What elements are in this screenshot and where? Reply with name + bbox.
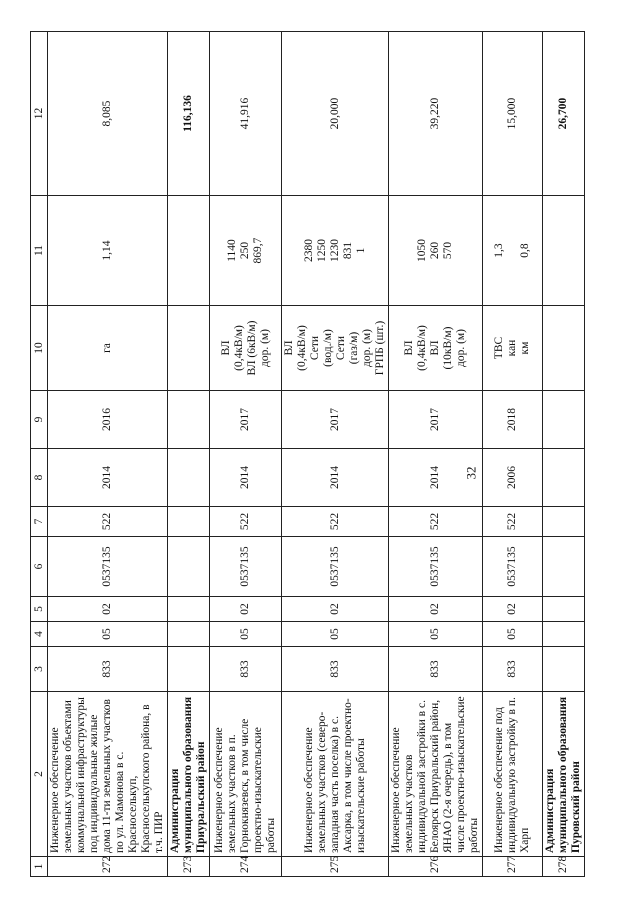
cell-line: 2380 — [302, 239, 315, 262]
cell-c5 — [168, 597, 210, 622]
cell-c6: 0537135 — [483, 537, 543, 597]
cell-c10 — [210, 306, 282, 391]
cell-c9: 2017 — [282, 391, 389, 449]
cell-line: кан — [506, 339, 518, 357]
table-row — [483, 32, 543, 877]
cell-c8: 2006 — [483, 449, 543, 507]
cell-desc: Инженерное обеспечение земельных участков индивидуальной застройки в с. Белоярск Приуральский район, ЯНАО (2-я очередь), в том числе проектно-изыскательские работы — [389, 692, 483, 857]
cell-line: ВЛ — [219, 340, 232, 356]
cell-c5: 02 — [210, 597, 282, 622]
header-cell: 10 — [31, 306, 48, 391]
cell-c11 — [543, 196, 585, 306]
cell-c9: 2018 — [483, 391, 543, 449]
header-cell: 3 — [31, 647, 48, 692]
cell-line: 1,3 — [493, 243, 505, 258]
cell-desc: Администрация муниципального образования Пуровский район — [543, 692, 585, 857]
cell-desc: Инженерное обеспечение земельных участков объектами коммунальной инфраструктуры под индивидуальные жилые дома 11-ти земельных участков по ул. Мамонова в с. Красноселькуп, Красноселькупского района, в т.ч. ПИР — [48, 692, 168, 857]
cell-c10 — [483, 306, 543, 391]
cell-line: дор. (м) — [361, 328, 373, 368]
cell-c11 — [389, 196, 483, 306]
cell-c5: 02 — [48, 597, 168, 622]
cell-c11 — [483, 196, 543, 306]
cell-c5: 02 — [389, 597, 483, 622]
cell-c3: 833 — [48, 647, 168, 692]
cell-c6: 0537135 — [389, 537, 483, 597]
cell-c4 — [543, 622, 585, 647]
table-row — [168, 32, 210, 877]
cell-desc: Инженерное обеспечение под индивидуальную застройку в п. Харп — [483, 692, 543, 857]
cell-c12: 15,000 — [483, 32, 543, 196]
cell-c8: 2014 — [282, 449, 389, 507]
cell-c11 — [168, 196, 210, 306]
cell-line: (0,4кВ/м) — [232, 325, 245, 371]
cell-n: 277 — [483, 857, 543, 877]
cell-c6 — [168, 537, 210, 597]
cell-c11 — [210, 196, 282, 306]
cell-c6: 0537135 — [48, 537, 168, 597]
cell-desc: Инженерное обеспечение земельных участков (северо-западная часть поселка) в с. Аксарка, в том числе проектно-изыскательские работы — [282, 692, 389, 857]
cell-c12: 116,136 — [168, 32, 210, 196]
cell-n: 272 — [48, 857, 168, 877]
cell-c3: 833 — [282, 647, 389, 692]
cell-line: 0,8 — [519, 243, 531, 258]
table-row — [389, 32, 483, 877]
cell-c10 — [48, 306, 168, 391]
header-cell: 11 — [31, 196, 48, 306]
cell-line: дор. (м) — [455, 328, 467, 368]
cell-c4 — [168, 622, 210, 647]
page-number: 32 — [463, 466, 479, 480]
cell-c10 — [282, 306, 389, 391]
cell-c4: 05 — [48, 622, 168, 647]
table-body — [48, 32, 585, 877]
cell-c7 — [168, 507, 210, 537]
cell-line: ГРПБ (шт.) — [374, 320, 386, 376]
cell-line: 250 — [239, 241, 251, 260]
cell-line — [506, 199, 519, 302]
cell-line: 1140 — [226, 239, 238, 262]
cell-line: (10кВ/м) — [442, 326, 454, 370]
cell-line: ВЛ (6кВ/м) — [245, 320, 258, 376]
cell-n: 276 — [389, 857, 483, 877]
table-row — [282, 32, 389, 877]
cell-c11 — [282, 196, 389, 306]
cell-c7 — [543, 507, 585, 537]
cell-line: га — [101, 343, 113, 353]
cell-line: 1 — [354, 247, 367, 254]
cell-c3 — [168, 647, 210, 692]
cell-line: Сети — [309, 335, 321, 361]
cell-c9 — [543, 391, 585, 449]
cell-c6: 0537135 — [282, 537, 389, 597]
cell-c8 — [168, 449, 210, 507]
header-cell: 9 — [31, 391, 48, 449]
cell-c3: 833 — [389, 647, 483, 692]
header-row — [31, 32, 48, 877]
cell-c9: 2017 — [389, 391, 483, 449]
cell-line: 1230 — [328, 239, 341, 262]
cell-c9: 2017 — [210, 391, 282, 449]
cell-c12: 26,700 — [543, 32, 585, 196]
cell-n: 275 — [282, 857, 389, 877]
cell-n: 278 — [543, 857, 585, 877]
cell-c12: 8,085 — [48, 32, 168, 196]
cell-c3: 833 — [210, 647, 282, 692]
cell-line: 570 — [442, 241, 454, 260]
cell-c5 — [543, 597, 585, 622]
cell-line: (0,4кВ/м) — [296, 325, 308, 371]
cell-c5: 02 — [282, 597, 389, 622]
header-cell: 4 — [31, 622, 48, 647]
cell-line: 1250 — [315, 239, 328, 262]
cell-c6 — [543, 537, 585, 597]
header-cell: 1 — [31, 857, 48, 877]
cell-c8 — [543, 449, 585, 507]
budget-table — [30, 31, 585, 877]
cell-line: км — [519, 341, 531, 355]
cell-c10 — [389, 306, 483, 391]
cell-c12: 20,000 — [282, 32, 389, 196]
cell-line: ВЛ — [429, 340, 441, 356]
cell-c9 — [168, 391, 210, 449]
cell-c3: 833 — [483, 647, 543, 692]
cell-desc: Инженерное обеспечение земельных участков в п. Горнокнязевск, в том числе проектно-изыскательские работы — [210, 692, 282, 857]
rotated-table-container — [30, 32, 582, 877]
cell-c4: 05 — [389, 622, 483, 647]
cell-c4: 05 — [483, 622, 543, 647]
cell-line: (газ/м) — [348, 331, 360, 365]
cell-line: ВЛ — [283, 340, 295, 356]
cell-c4: 05 — [210, 622, 282, 647]
cell-c4: 05 — [282, 622, 389, 647]
cell-n: 273 — [168, 857, 210, 877]
cell-line: 1050 — [416, 239, 428, 262]
header-cell: 12 — [31, 32, 48, 196]
cell-line: ТВС — [493, 336, 505, 360]
cell-c6: 0537135 — [210, 537, 282, 597]
cell-c10 — [168, 306, 210, 391]
cell-c5: 02 — [483, 597, 543, 622]
cell-c12: 39,220 — [389, 32, 483, 196]
cell-c7: 522 — [210, 507, 282, 537]
cell-line: Сети — [335, 335, 347, 361]
table-row — [543, 32, 585, 877]
table-row — [210, 32, 282, 877]
cell-c7: 522 — [389, 507, 483, 537]
cell-c8: 2014 — [389, 449, 483, 507]
cell-desc: Администрация муниципального образования Приуральский район — [168, 692, 210, 857]
cell-c8: 2014 — [210, 449, 282, 507]
cell-c7: 522 — [483, 507, 543, 537]
cell-c3 — [543, 647, 585, 692]
cell-c8: 2014 — [48, 449, 168, 507]
cell-line: (0,4кВ/м) — [416, 325, 428, 371]
header-cell: 8 — [31, 449, 48, 507]
cell-line: 1,14 — [101, 240, 113, 261]
table-row — [48, 32, 168, 877]
header-cell: 5 — [31, 597, 48, 622]
cell-c9: 2016 — [48, 391, 168, 449]
header-cell: 2 — [31, 692, 48, 857]
cell-c7: 522 — [48, 507, 168, 537]
cell-c10 — [543, 306, 585, 391]
header-cell: 7 — [31, 507, 48, 537]
cell-c7: 522 — [282, 507, 389, 537]
cell-line: 869,7 — [252, 237, 264, 264]
cell-line: 831 — [341, 241, 354, 260]
cell-line: (вод./м) — [322, 329, 334, 367]
cell-n: 274 — [210, 857, 282, 877]
cell-line: ВЛ — [403, 340, 415, 356]
cell-c11 — [48, 196, 168, 306]
header-cell: 6 — [31, 537, 48, 597]
cell-line: 260 — [429, 241, 441, 260]
cell-line: дор. (м) — [258, 328, 271, 368]
cell-c12: 41,916 — [210, 32, 282, 196]
